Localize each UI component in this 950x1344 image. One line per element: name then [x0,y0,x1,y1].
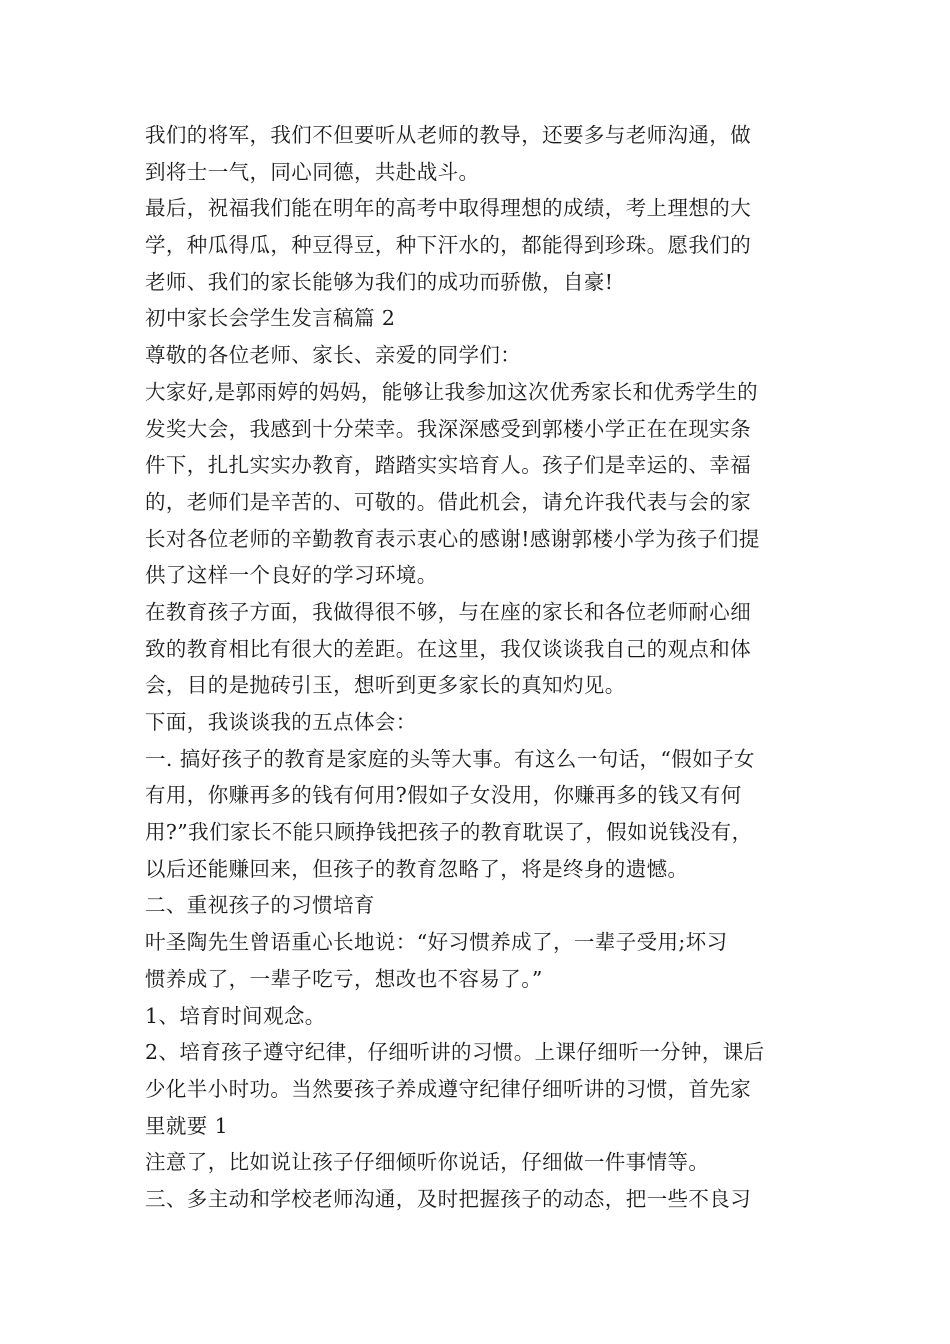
text-line: 发奖大会，我感到十分荣幸。我深深感受到郭楼小学正在在现实条 [145,416,752,441]
text-line: 件下，扎扎实实办教育，踏踏实实培育人。孩子们是幸运的、幸福 [145,453,752,478]
text-line: 惯养成了，一辈子吃亏，想改也不容易了。” [145,966,543,991]
text-line: 叶圣陶先生曾语重心长地说：“好习惯养成了，一辈子受用;坏习 [145,930,728,955]
text-line: 长对各位老师的辛勤教育表示衷心的感谢!感谢郭楼小学为孩子们提 [145,526,760,551]
text-line: 注意了，比如说让孩子仔细倾听你说话，仔细做一件事情等。 [145,1150,710,1175]
text-line: 的，老师们是辛苦的、可敬的。借此机会，请允许我代表与会的家 [145,489,752,514]
text-line: 里就要 1 [145,1113,229,1138]
text-line: 大家好,是郭雨婷的妈妈，能够让我参加这次优秀家长和优秀学生的 [145,379,759,404]
document-body [145,117,815,1218]
text-line: 三、多主动和学校老师沟通，及时把握孩子的动态，把一些不良习 [145,1186,752,1211]
section-heading: 二、重视孩子的习惯培育 [145,893,375,918]
text-line: 会，目的是抛砖引玉，想听到更多家长的真知灼见。 [145,673,626,698]
text-line: 下面，我谈谈我的五点体会： [145,710,417,734]
text-line: 最后，祝福我们能在明年的高考中取得理想的成绩，考上理想的大 [145,196,752,221]
text-line: 少化半小时功。当然要孩子养成遵守纪律仔细听讲的习惯，首先家 [145,1076,752,1101]
text-line: 有用，你赚再多的钱有何用?假如子女没用，你赚再多的钱又有何 [145,783,742,808]
text-line: 老师、我们的家长能够为我们的成功而骄傲，自豪! [145,269,614,294]
section-heading: 初中家长会学生发言稿篇 2 [145,306,396,331]
text-line: 供了这样一个良好的学习环境。 [145,563,438,588]
text-line: 用?”我们家长不能只顾挣钱把孩子的教育耽误了，假如说钱没有， [145,820,753,845]
text-line: 1、培育时间观念。 [145,1003,326,1028]
text-line: 到将士一气，同心同德，共赴战斗。 [145,159,480,184]
text-line: 我们的将军，我们不但要听从老师的教导，还要多与老师沟通，做 [145,123,752,147]
text-line: 一. 搞好孩子的教育是家庭的头等大事。有这么一句话，“假如子女 [145,746,755,771]
text-line: 学，种瓜得瓜，种豆得豆，种下汗水的，都能得到珍珠。愿我们的 [145,233,752,258]
text-line: 2、培育孩子遵守纪律，仔细听讲的习惯。上课仔细听一分钟，课后 [145,1040,765,1065]
text-line: 尊敬的各位老师、家长、亲爱的同学们： [145,343,522,368]
text-line: 在教育孩子方面，我做得很不够，与在座的家长和各位老师耐心细 [145,599,752,624]
text-line: 致的教育相比有很大的差距。在这里，我仅谈谈我自己的观点和体 [145,636,752,661]
text-line: 以后还能赚回来，但孩子的教育忽略了，将是终身的遗憾。 [145,856,689,881]
